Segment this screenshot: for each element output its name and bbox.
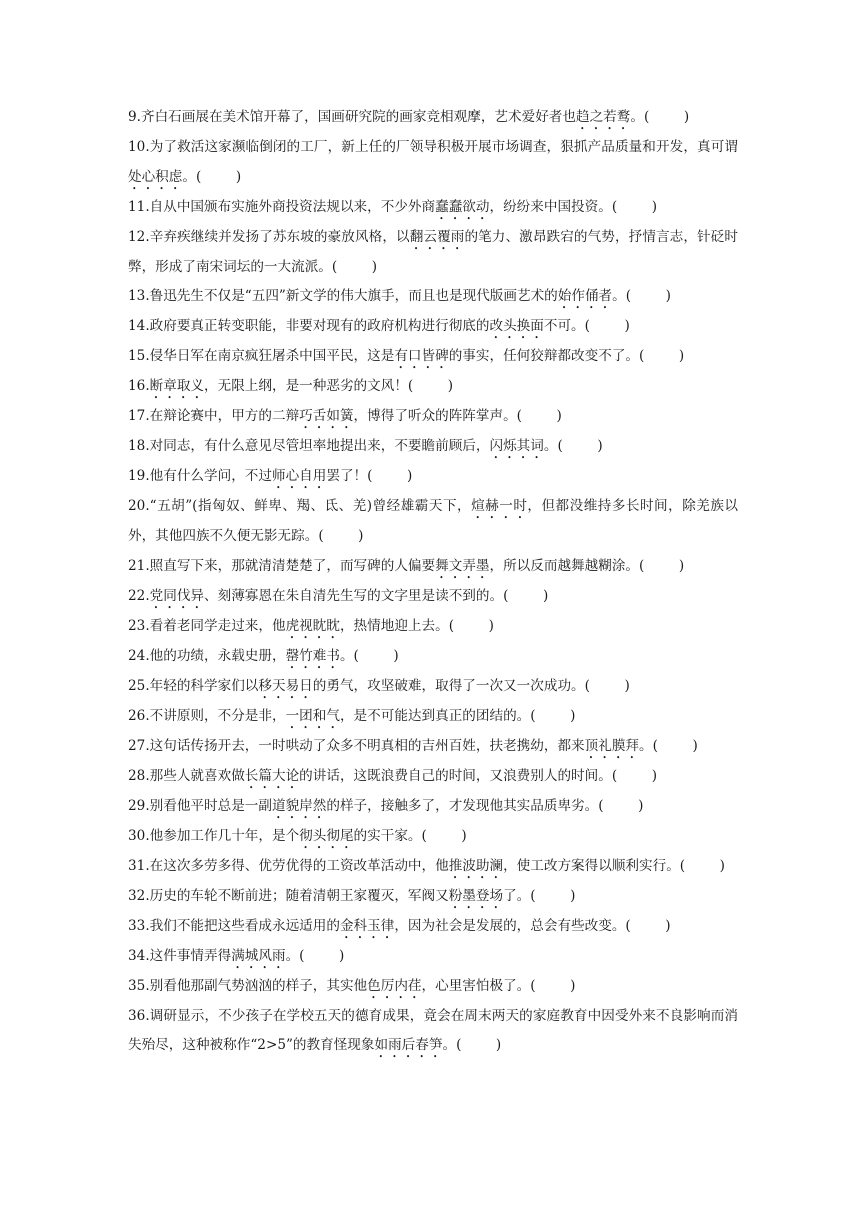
answer-blank[interactable]: ( )	[611, 767, 658, 784]
question-number: 9	[128, 109, 137, 125]
question-number-separator: .	[145, 587, 150, 604]
question-text-after: ，所以反而越舞越糊涂。	[489, 557, 640, 574]
question-text-before: 看着老同学走过来，他	[149, 617, 286, 634]
question-item	[128, 402, 738, 432]
question-text-before: “五胡”(指匈奴、鲜卑、羯、氐、羌)曾经雄霸天下，	[149, 498, 472, 515]
question-item	[128, 972, 738, 1002]
question-text-after: 。	[339, 647, 354, 664]
question-text-after: ，但都没维持多长时间，除羌族以外，其他四族不久便无影无踪。	[128, 498, 739, 545]
question-number-separator: .	[145, 438, 150, 455]
question-text-after: 。	[442, 1037, 457, 1054]
question-number: 35	[128, 977, 146, 994]
idiom-term: 蠢蠢欲动	[435, 198, 490, 215]
question-item	[128, 492, 738, 552]
answer-blank[interactable]: ( )	[530, 977, 576, 994]
answer-blank[interactable]: ( )	[530, 707, 576, 724]
question-number-separator: .	[145, 288, 150, 305]
idiom-term: 党同伐异	[149, 587, 205, 604]
question-item	[128, 1002, 738, 1062]
answer-blank[interactable]: ( )	[367, 468, 413, 485]
question-text-before: 他的功绩，永载史册，	[149, 647, 286, 664]
question-text-after: 不可。	[543, 318, 585, 335]
question-number: 14	[128, 318, 146, 335]
question-number: 34	[128, 947, 146, 964]
question-text-before: 他有什么学问，不过	[149, 468, 272, 485]
question-number: 21	[128, 557, 146, 574]
question-item	[128, 312, 738, 342]
question-number-separator: .	[145, 767, 150, 784]
idiom-term: 道貌岸然	[271, 797, 327, 814]
question-text-after: 的笔力、激昂跌宕的气势，抒情言志，针砭时弊，形成了南宋词坛的一大流派。	[128, 228, 739, 275]
idiom-term: 粉墨登场	[448, 887, 504, 904]
question-item	[128, 942, 738, 972]
question-item	[128, 642, 738, 672]
question-text-before: 侵华日军在南京疯狂屠杀中国平民，这是	[149, 348, 395, 365]
answer-blank[interactable]: ( )	[331, 258, 378, 275]
idiom-term: 顶礼膜拜	[584, 737, 640, 754]
question-text-before: 自从中国颁布实施外商投资法规以来，不少外商	[149, 198, 436, 215]
question-item	[128, 462, 738, 492]
question-item	[128, 582, 738, 612]
question-number-separator: .	[145, 348, 150, 365]
question-text-after: 。	[543, 438, 558, 455]
idiom-term: 如雨后春笋	[374, 1037, 443, 1054]
idiom-term: 断章取义	[149, 378, 205, 395]
answer-blank[interactable]: ( )	[598, 797, 644, 814]
question-number-separator: .	[145, 917, 150, 934]
idiom-term: 虎视眈眈	[285, 617, 340, 634]
question-number: 16	[128, 378, 146, 395]
question-number-separator: .	[145, 827, 150, 844]
answer-blank[interactable]: ( )	[503, 587, 549, 604]
question-text-after: 、刻薄寡恩在朱自清先生写的文字里是读不到的。	[204, 587, 504, 604]
question-text-before: 这件事情弄得	[149, 947, 232, 964]
answer-blank[interactable]: ( )	[299, 947, 345, 964]
question-item	[128, 612, 738, 642]
question-number: 20	[128, 498, 146, 515]
question-text-before: 辛弃疾继续并发扬了苏东坡的豪放风格，以	[149, 228, 410, 245]
question-text-before: 这句话传扬开去，一时哄动了众多不明真相的吉州百姓，扶老携幼，都来	[149, 737, 585, 754]
question-number-separator: .	[145, 318, 150, 335]
idiom-term: 推波助澜	[448, 857, 504, 874]
answer-blank[interactable]: ( )	[407, 378, 454, 395]
question-number: 15	[128, 348, 146, 365]
question-text-before: 年轻的科学家们以	[149, 677, 259, 694]
question-text-after: 的实干家。	[353, 827, 422, 844]
question-item	[128, 372, 738, 402]
question-number: 11	[128, 198, 146, 215]
answer-blank[interactable]: ( )	[456, 1037, 502, 1054]
answer-blank[interactable]: ( )	[639, 348, 685, 365]
question-text-after: ，心里害怕极了。	[421, 977, 531, 994]
question-text-before: 我们不能把这些看成永远适用的	[149, 917, 340, 934]
question-number-separator: .	[145, 647, 150, 664]
question-number-separator: .	[145, 797, 150, 814]
answer-blank[interactable]: ( )	[195, 168, 242, 185]
question-text-before: 照直写下来，那就清清楚楚了，而写碑的人偏要	[149, 557, 436, 574]
idiom-term: 师心自用	[271, 468, 327, 485]
question-text-after: ，博得了听众的阵阵掌声。	[353, 408, 517, 425]
idiom-term: 移天易日	[258, 677, 313, 694]
idiom-term: 长篇大论	[244, 767, 300, 784]
question-text-after: ，纷纷来中国投资。	[489, 198, 612, 215]
question-number-separator: .	[145, 617, 150, 634]
question-number-separator: .	[145, 198, 150, 215]
answer-blank[interactable]: ( )	[639, 557, 685, 574]
answer-blank[interactable]: ( )	[625, 288, 671, 305]
idiom-term: 闪烁其词	[489, 438, 544, 455]
question-item	[128, 103, 738, 133]
question-text-after: 。	[285, 947, 300, 964]
idiom-term: 处心积虑	[128, 168, 183, 185]
question-item	[128, 702, 738, 732]
question-number: 31	[128, 857, 146, 874]
question-number-separator: .	[145, 408, 150, 425]
question-number: 26	[128, 707, 146, 724]
answer-blank[interactable]: ( )	[557, 438, 603, 455]
question-number-separator: .	[145, 557, 150, 574]
question-number: 23	[128, 617, 146, 634]
question-text-after: 的事实，任何狡辩都改变不了。	[448, 348, 640, 365]
question-text-after: 。	[630, 109, 644, 125]
idiom-term: 满城风雨	[231, 947, 286, 964]
answer-blank[interactable]: ( )	[516, 408, 562, 425]
question-number: 22	[128, 587, 146, 604]
question-number: 32	[128, 887, 146, 904]
question-text-before: 对同志，有什么意见尽管坦率地提出来，不要瞻前顾后，	[149, 438, 490, 455]
question-text-after: ，无限上纲，是一种恶劣的文风！	[204, 378, 408, 395]
question-text-after: 的勇气，攻坚破难，取得了一次又一次成功。	[312, 677, 585, 694]
answer-blank[interactable]: ( )	[611, 198, 658, 215]
question-item	[128, 762, 738, 792]
question-number: 12	[128, 228, 146, 245]
question-text-before: 在这次多劳多得、优劳优得的工资改革活动中，他	[149, 857, 449, 874]
question-number-separator: .	[145, 1007, 150, 1024]
question-number-separator: .	[145, 737, 150, 754]
question-item	[128, 342, 738, 372]
question-number-separator: .	[145, 887, 150, 904]
question-number-separator: .	[145, 707, 150, 724]
question-number-separator: .	[136, 109, 141, 125]
question-item	[128, 432, 738, 462]
question-item	[128, 672, 738, 702]
idiom-term: 煊赫一时	[471, 498, 528, 515]
question-text-before: 调研显示，不少孩子在学校五天的德育成果，竟会在周末两天的家庭教育中因受外来不良影响而消失殆尽，这种被称作“2>5”的教育怪现象	[128, 1007, 738, 1054]
question-text-after: 的样子，接触多了，才发现他其实品质卑劣。	[326, 797, 599, 814]
question-item	[128, 882, 738, 912]
question-number-separator: .	[145, 857, 150, 874]
question-number: 29	[128, 797, 146, 814]
question-text-after: ，因为社会是发展的，总会有些改变。	[394, 917, 626, 934]
answer-blank[interactable]: ( )	[625, 917, 671, 934]
answer-blank[interactable]: ( )	[643, 109, 690, 125]
answer-blank[interactable]: ( )	[679, 857, 725, 874]
question-number-separator: .	[145, 378, 150, 395]
question-text-before: 齐白石画展在美术馆开幕了，国画研究院的画家竞相观摩，艺术爱好者也	[140, 109, 576, 125]
question-number: 27	[128, 737, 146, 754]
idiom-term: 趋之若鹜	[575, 109, 631, 125]
question-number: 33	[128, 917, 146, 934]
question-text-after: 。	[612, 288, 626, 305]
idiom-term: 色厉内荏	[367, 977, 422, 994]
question-item	[128, 193, 738, 223]
question-number-separator: .	[145, 468, 150, 485]
question-text-before: 他参加工作几十年，是个	[149, 827, 300, 844]
question-text-before: 不讲原则，不分是非，	[149, 707, 286, 724]
answer-blank[interactable]: ( )	[421, 827, 467, 844]
answer-blank[interactable]: ( )	[530, 887, 576, 904]
idiom-term: 改头换面	[489, 318, 544, 335]
question-text-before: 别看他那副气势汹汹的样子，其实他	[149, 977, 368, 994]
question-number: 10	[128, 139, 146, 155]
question-item	[128, 822, 738, 852]
question-text-before: 政府要真正转变职能，非要对现有的政府机构进行彻底的	[149, 318, 490, 335]
question-text-after: 的讲话，这既浪费自己的时间，又浪费别人的时间。	[299, 767, 612, 784]
question-item	[128, 912, 738, 942]
question-text-after: 了。	[503, 887, 531, 904]
answer-blank[interactable]: ( )	[448, 617, 494, 634]
question-number-separator: .	[145, 139, 150, 155]
question-number-separator: .	[145, 977, 150, 994]
answer-blank[interactable]: ( )	[353, 647, 399, 664]
idiom-term: 一团和气	[285, 707, 340, 724]
question-list	[128, 103, 738, 1061]
question-number: 19	[128, 468, 146, 485]
question-number: 30	[128, 827, 146, 844]
answer-blank[interactable]: ( )	[584, 677, 630, 694]
question-number: 28	[128, 767, 146, 784]
question-item	[128, 282, 738, 312]
question-text-before: 历史的车轮不断前进；随着清朝王家覆灭，军阀又	[149, 887, 449, 904]
question-item	[128, 732, 738, 762]
idiom-term: 有口皆碑	[394, 348, 449, 365]
idiom-term: 罄竹难书	[285, 647, 340, 664]
question-number-separator: .	[145, 677, 150, 694]
question-number: 13	[128, 288, 146, 305]
question-number: 18	[128, 438, 146, 455]
question-item	[128, 852, 738, 882]
question-text-before: 那些人就喜欢做	[149, 767, 245, 784]
question-item	[128, 792, 738, 822]
question-text-after: 。	[639, 737, 653, 754]
question-text-before: 别看他平时总是一副	[149, 797, 272, 814]
idiom-term: 翻云覆雨	[409, 228, 465, 245]
question-text-after: ，使工改方案得以顺利实行。	[503, 857, 680, 874]
idiom-term: 金科玉律	[339, 917, 395, 934]
question-number-separator: .	[145, 498, 150, 515]
question-item	[128, 552, 738, 582]
question-text-after: 。	[182, 168, 196, 185]
question-number-separator: .	[145, 228, 150, 245]
question-number: 25	[128, 677, 146, 694]
question-text-after: ，热情地迎上去。	[339, 617, 449, 634]
answer-blank[interactable]: ( )	[584, 318, 630, 335]
answer-blank[interactable]: ( )	[318, 528, 364, 545]
question-item	[128, 133, 738, 193]
idiom-term: 始作俑者	[557, 288, 613, 305]
idiom-term: 舞文弄墨	[435, 557, 490, 574]
answer-blank[interactable]: ( )	[652, 737, 698, 754]
question-text-before: 鲁迅先生不仅是“五四”新文学的伟大旗手，而且也是现代版画艺术的	[149, 288, 558, 305]
idiom-term: 巧舌如簧	[299, 408, 354, 425]
question-text-before: 为了救活这家濒临倒闭的工厂，新上任的厂领导积极开展市场调查，狠抓产品质量和开发，真可谓	[149, 139, 738, 155]
question-number: 36	[128, 1007, 146, 1024]
question-item	[128, 223, 738, 283]
question-text-before: 在辩论赛中，甲方的二辩	[149, 408, 300, 425]
question-number: 24	[128, 647, 146, 664]
question-text-after: ，是不可能达到真正的团结的。	[339, 707, 531, 724]
question-number-separator: .	[145, 947, 150, 964]
question-number: 17	[128, 408, 146, 425]
idiom-term: 彻头彻尾	[299, 827, 354, 844]
question-text-after: 罢了！	[326, 468, 368, 485]
